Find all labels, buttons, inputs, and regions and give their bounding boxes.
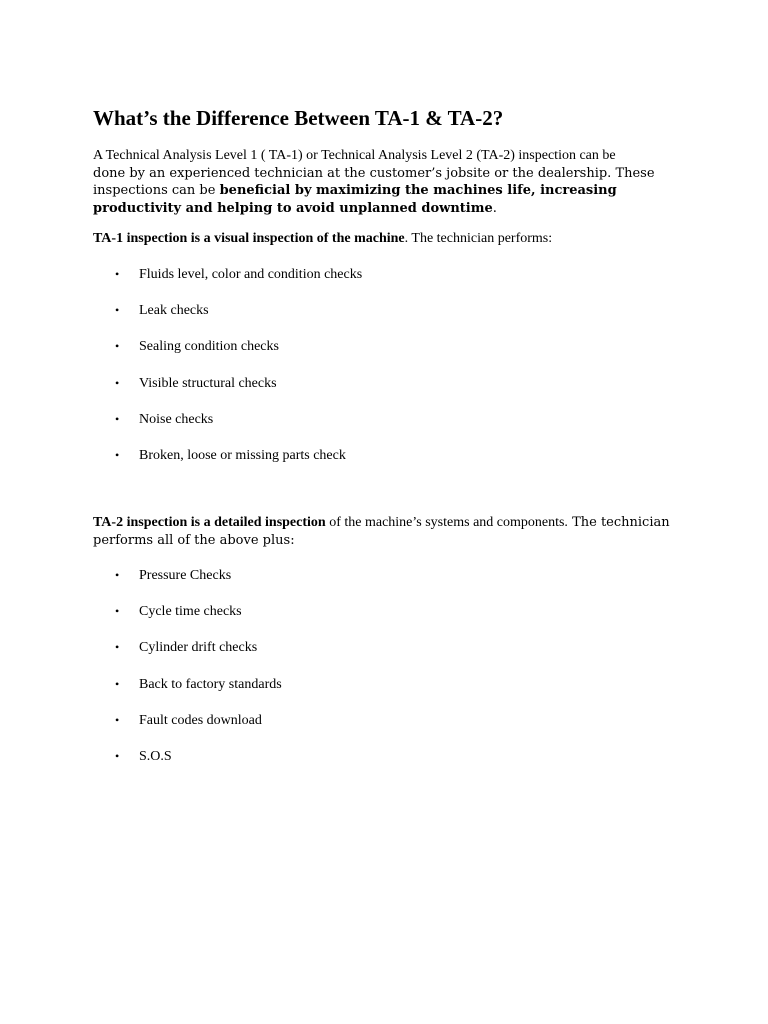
list-item-text: Visible structural checks (139, 375, 277, 391)
bullet-icon: • (115, 676, 120, 691)
intro-line-3: inspections can be (93, 183, 220, 198)
list-item-text: Pressure Checks (139, 568, 232, 583)
bullet-icon: • (115, 604, 120, 619)
ta2-rest-sans: The technician performs all of the above plus: (93, 515, 670, 548)
bullet-icon: • (115, 303, 120, 318)
list-item-text: Noise checks (139, 411, 214, 427)
bullet-icon: • (115, 712, 120, 727)
list-item-text: Cycle time checks (139, 604, 242, 620)
ta1-bold-text: TA-1 inspection is a visual inspection of the machine (93, 231, 405, 246)
intro-line-2: done by an experienced technician at the customer’s jobsite or the dealership. These (93, 165, 655, 181)
intro-paragraph (93, 147, 693, 217)
intro-line-1: A Technical Analysis Level 1 ( TA-1) or Technical Analysis Level 2 (TA-2) inspection can be (93, 148, 616, 163)
ta2-rest-serif: of the machine’s systems and components. (325, 515, 568, 530)
bullet-icon: • (115, 375, 120, 390)
intro-end: . (492, 200, 497, 216)
ta1-rest-text: . The technician performs: (404, 231, 553, 246)
page-title: What’s the Difference Between TA-1 & TA-2? (93, 106, 504, 130)
list-item-text: Fluids level, color and condition checks (139, 267, 363, 282)
intro-bold-text: beneficial by maximizing the machines life, increasing productivity and helping to avoid unplanned downtime (93, 183, 617, 216)
list-item-text: Sealing condition checks (139, 339, 279, 355)
list-item-text: S.O.S (139, 748, 172, 764)
list-item-text: Broken, loose or missing parts check (139, 447, 346, 463)
list-item-text: Cylinder drift checks (139, 640, 258, 656)
ta2-paragraph (93, 514, 693, 549)
ta2-bold-text: TA-2 inspection is a detailed inspection (93, 515, 326, 530)
bullet-icon: • (115, 339, 120, 354)
bullet-icon: • (115, 568, 120, 582)
bullet-icon: • (115, 447, 120, 462)
list-item-text: Back to factory standards (139, 676, 282, 692)
list-item-text: Fault codes download (139, 712, 262, 728)
bullet-icon: • (115, 748, 120, 763)
bullet-icon: • (115, 411, 120, 426)
bullet-icon: • (115, 640, 120, 655)
ta1-paragraph (93, 230, 693, 248)
list-item-text: Leak checks (139, 303, 209, 319)
bullet-icon: • (115, 267, 120, 281)
